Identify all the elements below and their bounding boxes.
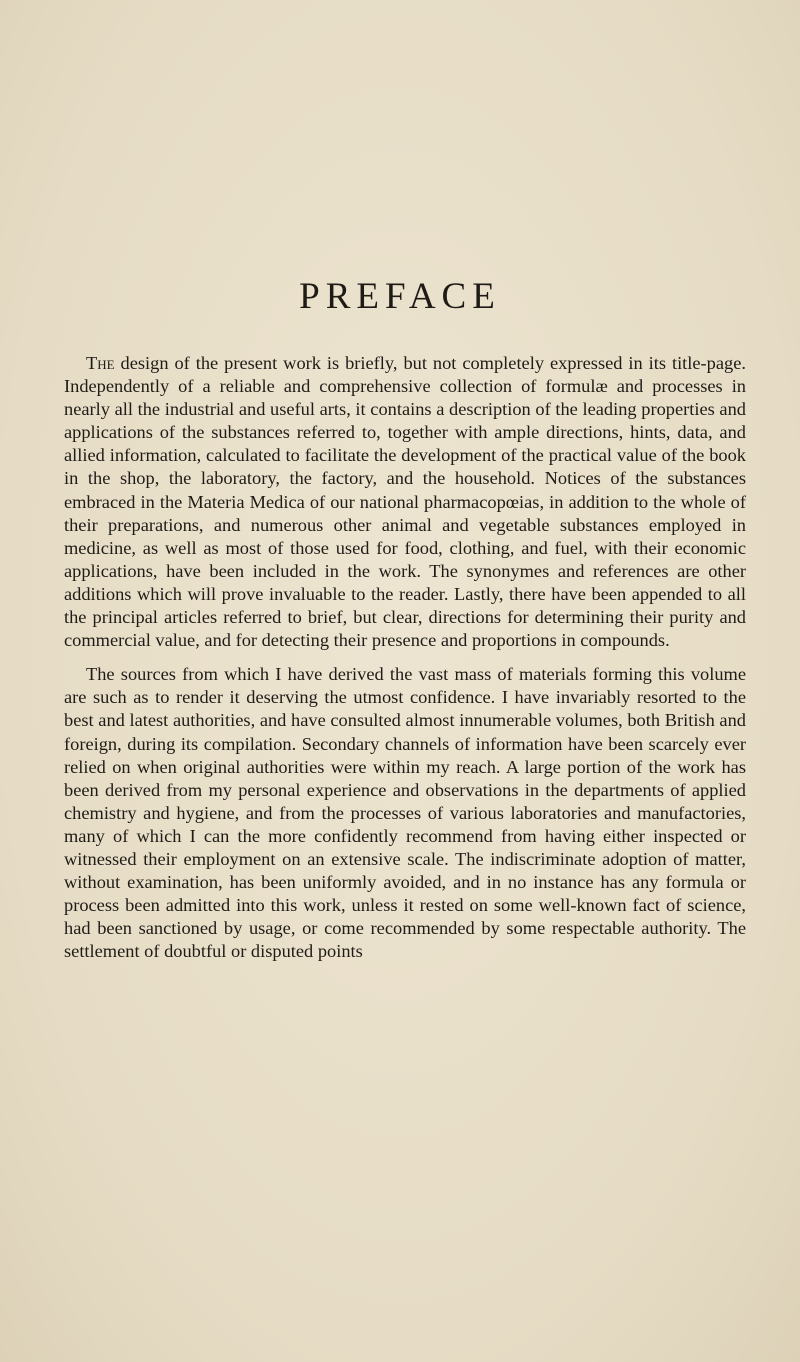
paragraph-2 — [64, 663, 746, 963]
preface-body — [64, 352, 746, 974]
paragraph-1-text: design of the present work is briefly, but not completely expressed in its title-page. Independently of a reliable and comprehensive collection of formulæ and processes in nearly all the industrial and useful arts, it contains a description of the leading properties and applications of the substances referred to, together with ample directions, hints, data, and allied information, calculated to facilitate the development of the practical value of the book in the shop, the laboratory, the factory, and the household. Notices of the substances embraced in the Materia Medica of our national pharmacopœias, in addition to the whole of their preparations, and numerous other animal and vegetable substances employed in medicine, as well as most of those used for food, clothing, and fuel, with their economic applications, have been included in the work. The synonymes and references are other additions which will prove invaluable to the reader. Lastly, there have been appended to all the principal articles referred to brief, but clear, directions for determining their purity and commercial value, and for detecting their presence and proportions in compounds. — [64, 353, 746, 651]
paragraph-1 — [64, 352, 746, 652]
paragraph-1-lead: The — [86, 353, 115, 373]
paragraph-2-text: The sources from which I have derived the vast mass of materials forming this volume are such as to render it deserving the utmost confidence. I have invariably resorted to the best and latest authorities, and have consulted almost innumerable volumes, both British and foreign, during its compilation. Secondary channels of information have been scarcely ever relied on when original authorities were within my reach. A large portion of the work has been derived from my personal experience and observations in the departments of applied chemistry and hygiene, and from the processes of various laboratories and manufactories, many of which I can the more confidently recommend from having either inspected or witnessed their employment on an extensive scale. The indiscriminate adoption of matter, without examination, has been uniformly avoided, and in no instance has any formula or process been admitted into this work, unless it rested on some well-known fact of science, had been sanctioned by usage, or come recommended by some respectable authority. The settlement of doubtful or disputed points — [64, 664, 746, 962]
page-title: PREFACE — [299, 276, 501, 317]
